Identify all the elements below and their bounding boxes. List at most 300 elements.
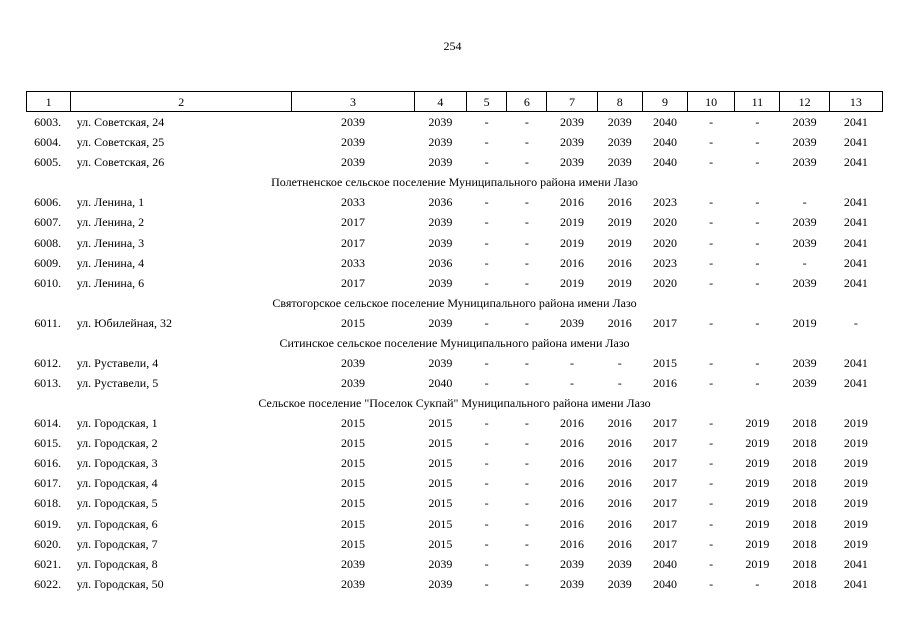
year-cell-col-6: - <box>524 496 529 511</box>
table-row <box>27 453 883 473</box>
column-header-10: 10 <box>688 92 735 112</box>
year-cell-col-3: 2017 <box>341 215 366 230</box>
year-cell-col-5: - <box>484 456 489 471</box>
year-cell-col-3: 2015 <box>341 436 366 451</box>
column-header-3: 3 <box>292 92 415 112</box>
year-cell-col-12: 2018 <box>792 516 817 531</box>
year-cell-col-8: - <box>617 375 622 390</box>
year-cell-col-3: 2039 <box>341 135 366 150</box>
year-cell-col-5: - <box>484 576 489 591</box>
year-cell-col-4: 2039 <box>428 235 453 250</box>
table-row <box>27 353 883 373</box>
year-cell-col-8: 2016 <box>607 195 632 210</box>
register-table <box>26 91 883 594</box>
year-cell-col-3: 2033 <box>341 195 366 210</box>
table-row <box>27 574 883 594</box>
year-cell-col-10: - <box>709 135 714 150</box>
year-cell-col-7: 2016 <box>560 496 585 511</box>
year-cell-col-7: 2019 <box>560 215 585 230</box>
year-cell-col-13: 2019 <box>843 536 868 551</box>
year-cell-col-7: 2039 <box>560 155 585 170</box>
year-cell-col-11: - <box>755 355 760 370</box>
year-cell-col-8: 2016 <box>607 476 632 491</box>
address-cell: ул. Советская, 25 <box>76 135 165 150</box>
year-cell-col-7: 2019 <box>560 235 585 250</box>
year-cell-col-10: - <box>709 255 714 270</box>
table-row <box>27 132 883 152</box>
year-cell-col-7: 2016 <box>560 536 585 551</box>
year-cell-col-9: 2023 <box>652 255 677 270</box>
year-cell-col-5: - <box>484 135 489 150</box>
year-cell-col-13: 2041 <box>843 195 868 210</box>
row-number: 6014. <box>34 416 62 431</box>
year-cell-col-13: 2041 <box>843 275 868 290</box>
address-cell: ул. Советская, 24 <box>76 115 165 130</box>
year-cell-col-9: 2017 <box>652 416 677 431</box>
year-cell-col-12: 2039 <box>792 235 817 250</box>
column-header-1: 1 <box>27 92 71 112</box>
page-number: 254 <box>443 39 462 53</box>
year-cell-col-3: 2039 <box>341 355 366 370</box>
table-row <box>27 433 883 453</box>
column-header-2: 2 <box>71 92 292 112</box>
year-cell-col-11: - <box>755 235 760 250</box>
year-cell-col-12: 2039 <box>792 355 817 370</box>
row-number: 6016. <box>34 456 62 471</box>
year-cell-col-12: 2018 <box>792 476 817 491</box>
year-cell-col-6: - <box>524 215 529 230</box>
year-cell-col-3: 2039 <box>341 576 366 591</box>
year-cell-col-4: 2039 <box>428 556 453 571</box>
year-cell-col-4: 2039 <box>428 275 453 290</box>
year-cell-col-6: - <box>524 375 529 390</box>
row-number: 6010. <box>34 275 62 290</box>
year-cell-col-13: 2019 <box>843 416 868 431</box>
year-cell-col-5: - <box>484 355 489 370</box>
table-row <box>27 232 883 252</box>
year-cell-col-7: 2039 <box>560 576 585 591</box>
year-cell-col-11: - <box>755 315 760 330</box>
row-number: 6018. <box>34 496 62 511</box>
year-cell-col-3: 2039 <box>341 155 366 170</box>
year-cell-col-10: - <box>709 195 714 210</box>
address-cell: ул. Городская, 1 <box>76 416 158 431</box>
year-cell-col-4: 2039 <box>428 115 453 130</box>
year-cell-col-9: 2020 <box>652 275 677 290</box>
year-cell-col-4: 2039 <box>428 155 453 170</box>
year-cell-col-10: - <box>709 476 714 491</box>
year-cell-col-13: 2019 <box>843 516 868 531</box>
year-cell-col-3: 2015 <box>341 476 366 491</box>
year-cell-col-11: 2019 <box>745 516 770 531</box>
address-cell: ул. Юбилейная, 32 <box>76 315 173 330</box>
year-cell-col-5: - <box>484 315 489 330</box>
year-cell-col-6: - <box>524 235 529 250</box>
year-cell-col-8: 2019 <box>607 275 632 290</box>
year-cell-col-5: - <box>484 556 489 571</box>
year-cell-col-10: - <box>709 235 714 250</box>
table-row <box>27 112 883 133</box>
section-heading-row <box>27 172 883 192</box>
column-header-9: 9 <box>642 92 687 112</box>
table-row <box>27 212 883 232</box>
year-cell-col-7: - <box>570 375 575 390</box>
row-number: 6013. <box>34 375 62 390</box>
year-cell-col-4: 2039 <box>428 576 453 591</box>
address-cell: ул. Городская, 8 <box>76 556 158 571</box>
year-cell-col-9: 2015 <box>652 355 677 370</box>
address-cell: ул. Руставели, 5 <box>76 375 159 390</box>
year-cell-col-9: 2040 <box>652 135 677 150</box>
address-cell: ул. Городская, 4 <box>76 476 158 491</box>
year-cell-col-10: - <box>709 215 714 230</box>
year-cell-col-11: 2019 <box>745 496 770 511</box>
address-cell: ул. Ленина, 3 <box>76 235 145 250</box>
year-cell-col-4: 2015 <box>428 536 453 551</box>
table-header <box>27 92 883 112</box>
year-cell-col-4: 2036 <box>428 255 453 270</box>
year-cell-col-8: 2016 <box>607 416 632 431</box>
year-cell-col-12: 2018 <box>792 496 817 511</box>
row-number: 6003. <box>34 115 62 130</box>
row-number: 6007. <box>34 215 62 230</box>
year-cell-col-6: - <box>524 315 529 330</box>
year-cell-col-6: - <box>524 576 529 591</box>
year-cell-col-6: - <box>524 155 529 170</box>
year-cell-col-7: 2016 <box>560 255 585 270</box>
year-cell-col-13: 2019 <box>843 456 868 471</box>
year-cell-col-8: 2016 <box>607 436 632 451</box>
row-number: 6008. <box>34 235 62 250</box>
year-cell-col-4: 2039 <box>428 315 453 330</box>
year-cell-col-4: 2015 <box>428 476 453 491</box>
year-cell-col-13: 2041 <box>843 135 868 150</box>
year-cell-col-3: 2017 <box>341 235 366 250</box>
year-cell-col-11: - <box>755 195 760 210</box>
row-number: 6015. <box>34 436 62 451</box>
row-number: 6019. <box>34 516 62 531</box>
year-cell-col-6: - <box>524 416 529 431</box>
year-cell-col-3: 2039 <box>341 556 366 571</box>
address-cell: ул. Городская, 5 <box>76 496 158 511</box>
year-cell-col-7: 2039 <box>560 115 585 130</box>
year-cell-col-4: 2036 <box>428 195 453 210</box>
table-row <box>27 313 883 333</box>
year-cell-col-9: 2023 <box>652 195 677 210</box>
year-cell-col-11: - <box>755 155 760 170</box>
year-cell-col-7: 2039 <box>560 556 585 571</box>
year-cell-col-8: 2039 <box>607 115 632 130</box>
address-cell: ул. Городская, 3 <box>76 456 158 471</box>
year-cell-col-12: 2018 <box>792 436 817 451</box>
year-cell-col-6: - <box>524 115 529 130</box>
year-cell-col-12: 2018 <box>792 456 817 471</box>
year-cell-col-4: 2015 <box>428 436 453 451</box>
section-heading-row <box>27 333 883 353</box>
year-cell-col-13: 2041 <box>843 255 868 270</box>
year-cell-col-13: 2041 <box>843 576 868 591</box>
year-cell-col-3: 2033 <box>341 255 366 270</box>
year-cell-col-13: 2041 <box>843 375 868 390</box>
year-cell-col-11: 2019 <box>745 476 770 491</box>
year-cell-col-12: 2019 <box>792 315 817 330</box>
year-cell-col-11: - <box>755 576 760 591</box>
table-row <box>27 514 883 534</box>
year-cell-col-9: 2017 <box>652 436 677 451</box>
year-cell-col-9: 2017 <box>652 476 677 491</box>
year-cell-col-5: - <box>484 375 489 390</box>
year-cell-col-8: 2016 <box>607 496 632 511</box>
row-number: 6022. <box>34 576 62 591</box>
year-cell-col-13: - <box>853 315 858 330</box>
section-heading: Полетненское сельское поселение Муниципального района имени Лазо <box>271 175 638 190</box>
row-number: 6005. <box>34 155 62 170</box>
year-cell-col-12: - <box>802 195 807 210</box>
year-cell-col-7: 2016 <box>560 416 585 431</box>
column-header-5: 5 <box>467 92 507 112</box>
year-cell-col-9: 2020 <box>652 215 677 230</box>
column-header-4: 4 <box>414 92 466 112</box>
column-header-11: 11 <box>735 92 780 112</box>
year-cell-col-10: - <box>709 536 714 551</box>
address-cell: ул. Ленина, 2 <box>76 215 145 230</box>
year-cell-col-11: 2019 <box>745 536 770 551</box>
year-cell-col-9: 2040 <box>652 556 677 571</box>
year-cell-col-8: 2039 <box>607 135 632 150</box>
year-cell-col-11: 2019 <box>745 556 770 571</box>
year-cell-col-13: 2041 <box>843 155 868 170</box>
year-cell-col-13: 2041 <box>843 235 868 250</box>
year-cell-col-10: - <box>709 496 714 511</box>
address-cell: ул. Городская, 50 <box>76 576 164 591</box>
year-cell-col-8: 2019 <box>607 215 632 230</box>
section-heading: Ситинское сельское поселение Муниципального района имени Лазо <box>279 335 630 350</box>
year-cell-col-7: 2016 <box>560 195 585 210</box>
row-number: 6021. <box>34 556 62 571</box>
year-cell-col-3: 2015 <box>341 315 366 330</box>
year-cell-col-6: - <box>524 556 529 571</box>
year-cell-col-11: - <box>755 255 760 270</box>
header-row <box>27 92 883 112</box>
year-cell-col-7: 2016 <box>560 456 585 471</box>
year-cell-col-9: 2040 <box>652 155 677 170</box>
year-cell-col-5: - <box>484 115 489 130</box>
row-number: 6004. <box>34 135 62 150</box>
year-cell-col-8: 2016 <box>607 516 632 531</box>
address-cell: ул. Руставели, 4 <box>76 355 159 370</box>
table-row <box>27 534 883 554</box>
address-cell: ул. Ленина, 6 <box>76 275 145 290</box>
year-cell-col-3: 2015 <box>341 416 366 431</box>
year-cell-col-8: 2039 <box>607 155 632 170</box>
year-cell-col-11: - <box>755 135 760 150</box>
column-header-13: 13 <box>829 92 882 112</box>
table-row <box>27 273 883 293</box>
table-row <box>27 493 883 513</box>
year-cell-col-3: 2039 <box>341 115 366 130</box>
table-row <box>27 152 883 172</box>
year-cell-col-12: 2039 <box>792 375 817 390</box>
column-header-8: 8 <box>597 92 642 112</box>
year-cell-col-13: 2019 <box>843 496 868 511</box>
table-row <box>27 253 883 273</box>
year-cell-col-8: 2016 <box>607 456 632 471</box>
year-cell-col-6: - <box>524 355 529 370</box>
section-heading-row <box>27 393 883 413</box>
year-cell-col-11: 2019 <box>745 416 770 431</box>
year-cell-col-3: 2017 <box>341 275 366 290</box>
year-cell-col-3: 2015 <box>341 536 366 551</box>
year-cell-col-11: - <box>755 375 760 390</box>
year-cell-col-7: 2016 <box>560 516 585 531</box>
address-cell: ул. Городская, 6 <box>76 516 158 531</box>
year-cell-col-10: - <box>709 416 714 431</box>
year-cell-col-12: 2018 <box>792 536 817 551</box>
year-cell-col-11: 2019 <box>745 436 770 451</box>
year-cell-col-11: - <box>755 215 760 230</box>
year-cell-col-12: 2039 <box>792 155 817 170</box>
year-cell-col-4: 2015 <box>428 516 453 531</box>
column-header-7: 7 <box>547 92 597 112</box>
year-cell-col-7: 2039 <box>560 135 585 150</box>
year-cell-col-9: 2017 <box>652 516 677 531</box>
section-heading: Сельское поселение "Поселок Сукпай" Муниципального района имени Лазо <box>258 396 651 411</box>
year-cell-col-5: - <box>484 536 489 551</box>
year-cell-col-13: 2019 <box>843 476 868 491</box>
table-body <box>27 112 883 594</box>
year-cell-col-4: 2015 <box>428 496 453 511</box>
year-cell-col-8: 2016 <box>607 536 632 551</box>
year-cell-col-6: - <box>524 516 529 531</box>
year-cell-col-10: - <box>709 456 714 471</box>
table-row <box>27 473 883 493</box>
address-cell: ул. Ленина, 4 <box>76 255 145 270</box>
year-cell-col-8: - <box>617 355 622 370</box>
year-cell-col-10: - <box>709 375 714 390</box>
address-cell: ул. Городская, 7 <box>76 536 158 551</box>
address-cell: ул. Ленина, 1 <box>76 195 145 210</box>
row-number: 6020. <box>34 536 62 551</box>
year-cell-col-11: 2019 <box>745 456 770 471</box>
year-cell-col-5: - <box>484 255 489 270</box>
row-number: 6006. <box>34 195 62 210</box>
year-cell-col-7: 2016 <box>560 436 585 451</box>
year-cell-col-10: - <box>709 556 714 571</box>
table-row <box>27 413 883 433</box>
year-cell-col-5: - <box>484 215 489 230</box>
year-cell-col-5: - <box>484 275 489 290</box>
section-heading: Святогорское сельское поселение Муниципального района имени Лазо <box>272 295 637 310</box>
year-cell-col-6: - <box>524 135 529 150</box>
year-cell-col-4: 2039 <box>428 135 453 150</box>
year-cell-col-13: 2041 <box>843 355 868 370</box>
year-cell-col-7: 2039 <box>560 315 585 330</box>
year-cell-col-13: 2019 <box>843 436 868 451</box>
year-cell-col-6: - <box>524 456 529 471</box>
year-cell-col-6: - <box>524 255 529 270</box>
year-cell-col-12: 2018 <box>792 556 817 571</box>
year-cell-col-13: 2041 <box>843 556 868 571</box>
year-cell-col-6: - <box>524 436 529 451</box>
year-cell-col-7: 2016 <box>560 476 585 491</box>
year-cell-col-10: - <box>709 436 714 451</box>
year-cell-col-5: - <box>484 436 489 451</box>
year-cell-col-9: 2040 <box>652 115 677 130</box>
year-cell-col-10: - <box>709 315 714 330</box>
year-cell-col-10: - <box>709 155 714 170</box>
year-cell-col-13: 2041 <box>843 215 868 230</box>
year-cell-col-3: 2039 <box>341 375 366 390</box>
year-cell-col-8: 2039 <box>607 576 632 591</box>
address-cell: ул. Городская, 2 <box>76 436 158 451</box>
year-cell-col-5: - <box>484 476 489 491</box>
year-cell-col-11: - <box>755 115 760 130</box>
year-cell-col-12: 2039 <box>792 135 817 150</box>
year-cell-col-12: 2018 <box>792 416 817 431</box>
year-cell-col-5: - <box>484 496 489 511</box>
table-row <box>27 192 883 212</box>
year-cell-col-9: 2017 <box>652 536 677 551</box>
year-cell-col-5: - <box>484 516 489 531</box>
year-cell-col-10: - <box>709 275 714 290</box>
year-cell-col-7: - <box>570 355 575 370</box>
year-cell-col-6: - <box>524 275 529 290</box>
year-cell-col-12: 2018 <box>792 576 817 591</box>
year-cell-col-6: - <box>524 195 529 210</box>
year-cell-col-8: 2019 <box>607 235 632 250</box>
year-cell-col-9: 2017 <box>652 496 677 511</box>
year-cell-col-5: - <box>484 416 489 431</box>
year-cell-col-3: 2015 <box>341 456 366 471</box>
year-cell-col-8: 2016 <box>607 255 632 270</box>
year-cell-col-12: 2039 <box>792 115 817 130</box>
table-row <box>27 554 883 574</box>
row-number: 6009. <box>34 255 62 270</box>
year-cell-col-10: - <box>709 576 714 591</box>
year-cell-col-5: - <box>484 195 489 210</box>
year-cell-col-6: - <box>524 476 529 491</box>
year-cell-col-5: - <box>484 155 489 170</box>
row-number: 6012. <box>34 355 62 370</box>
year-cell-col-3: 2015 <box>341 496 366 511</box>
year-cell-col-11: - <box>755 275 760 290</box>
year-cell-col-4: 2039 <box>428 215 453 230</box>
year-cell-col-12: 2039 <box>792 215 817 230</box>
year-cell-col-4: 2015 <box>428 456 453 471</box>
column-header-12: 12 <box>780 92 829 112</box>
year-cell-col-3: 2015 <box>341 516 366 531</box>
year-cell-col-10: - <box>709 115 714 130</box>
year-cell-col-8: 2039 <box>607 556 632 571</box>
year-cell-col-5: - <box>484 235 489 250</box>
year-cell-col-10: - <box>709 516 714 531</box>
year-cell-col-9: 2020 <box>652 235 677 250</box>
year-cell-col-13: 2041 <box>843 115 868 130</box>
year-cell-col-6: - <box>524 536 529 551</box>
year-cell-col-4: 2039 <box>428 355 453 370</box>
year-cell-col-12: 2039 <box>792 275 817 290</box>
year-cell-col-7: 2019 <box>560 275 585 290</box>
year-cell-col-8: 2016 <box>607 315 632 330</box>
year-cell-col-10: - <box>709 355 714 370</box>
year-cell-col-9: 2017 <box>652 456 677 471</box>
row-number: 6017. <box>34 476 62 491</box>
year-cell-col-12: - <box>802 255 807 270</box>
section-heading-row <box>27 293 883 313</box>
year-cell-col-4: 2040 <box>428 375 453 390</box>
column-header-6: 6 <box>507 92 547 112</box>
year-cell-col-9: 2040 <box>652 576 677 591</box>
